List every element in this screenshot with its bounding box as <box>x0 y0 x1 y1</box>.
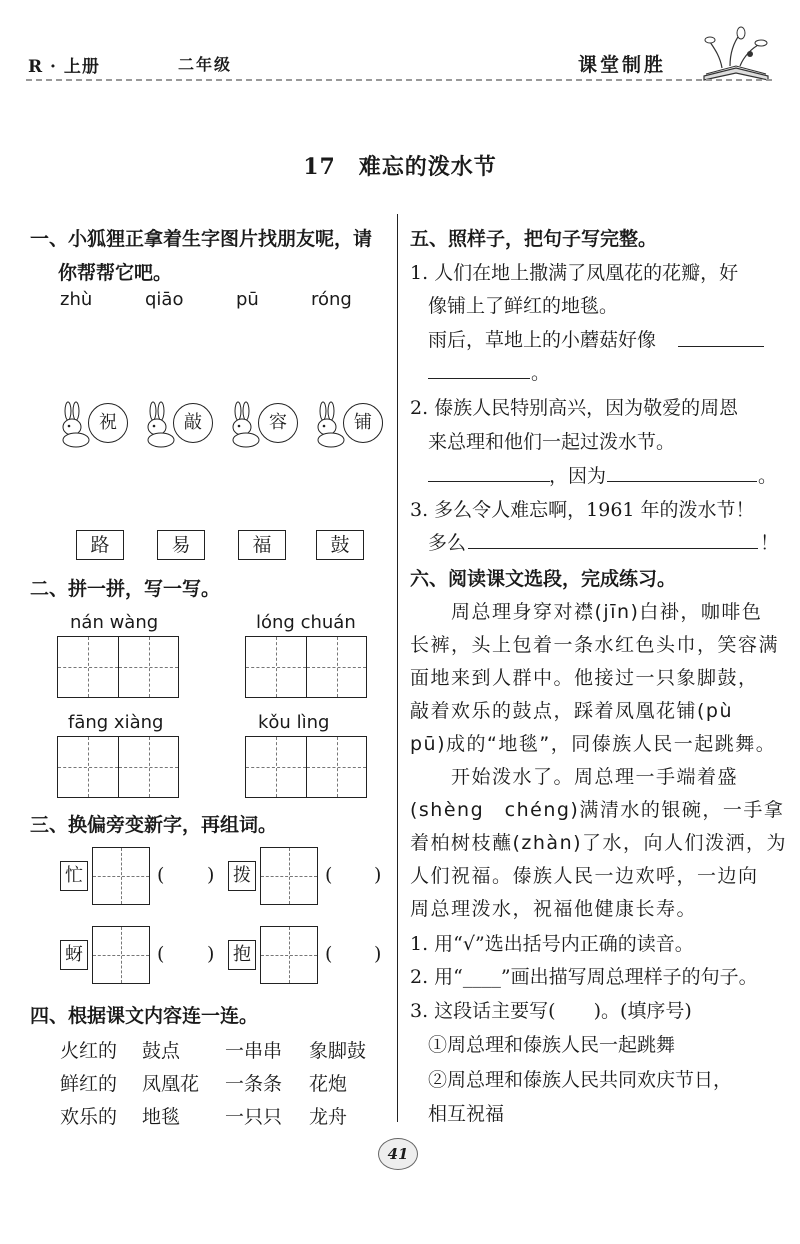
section1-heading-cont: 你帮帮它吧。 <box>58 262 173 284</box>
q3-end: ！ <box>760 532 780 554</box>
reading-question: 2. 用“____”画出描写周总理样子的句子。 <box>410 966 758 988</box>
section4-heading: 四、根据课文内容连一连。 <box>30 1005 259 1027</box>
match-item[interactable]: 鼓点 <box>142 1040 181 1062</box>
writing-grid[interactable] <box>245 736 367 798</box>
paren-open: ( <box>325 864 333 886</box>
answer-blank[interactable] <box>428 481 550 482</box>
passage-line: 着柏树枝蘸(zhàn)了水，向人们泼洒，为 <box>410 832 788 854</box>
answer-option-cont: 相互祝福 <box>428 1103 505 1125</box>
word-card[interactable]: 易 <box>157 530 205 560</box>
q3-text: 3. 多么令人难忘啊，1961 年的泼水节！ <box>410 499 755 521</box>
answer-option[interactable]: ①周总理和傣族人民一起跳舞 <box>428 1034 676 1056</box>
paren-close: ) <box>207 864 215 886</box>
rabbit-char: 铺 <box>343 403 383 443</box>
q1-end: 。 <box>531 362 551 384</box>
q2-text: 2. 傣族人民特别高兴，因为敬爱的周恩 <box>410 397 739 419</box>
rabbit-card[interactable] <box>226 401 300 449</box>
answer-blank[interactable] <box>468 548 758 549</box>
pinyin-item: pū <box>236 289 259 310</box>
grade-label: 二年级 <box>178 55 233 74</box>
q1-text: 1. 人们在地上撒满了凤凰花的花瓣，好 <box>410 262 739 284</box>
answer-blank[interactable] <box>607 481 757 482</box>
header-divider <box>26 79 772 81</box>
pinyin-item: zhù <box>60 289 93 310</box>
pinyin-label: kǒu lìng <box>258 712 330 733</box>
q1-text-cont: 像铺上了鲜红的地毯。 <box>428 295 619 317</box>
q1-prompt: 雨后，草地上的小蘑菇好像 <box>428 329 657 351</box>
passage-line: (shèng chéng)满清水的银碗，一手拿 <box>410 799 785 821</box>
section6-heading: 六、阅读课文选段，完成练习。 <box>410 568 677 590</box>
page-number: 41 <box>378 1138 418 1170</box>
answer-blank[interactable] <box>428 378 530 379</box>
q2-end: 。 <box>758 465 778 487</box>
rabbit-card[interactable] <box>311 401 385 449</box>
paren-open: ( <box>157 943 165 965</box>
pinyin-label: lóng chuán <box>256 612 356 633</box>
brand-label: 课堂制胜 <box>578 54 667 76</box>
rabbit-char: 敲 <box>173 403 213 443</box>
rabbit-card[interactable] <box>141 401 215 449</box>
pinyin-item: róng <box>311 289 352 310</box>
passage-line: 敲着欢乐的鼓点，踩着凤凰花铺(pù <box>410 700 734 722</box>
match-item[interactable]: 鲜红的 <box>60 1073 118 1095</box>
write-cell[interactable] <box>92 926 150 984</box>
rabbit-card[interactable] <box>56 401 130 449</box>
passage-line: 面地来到人群中。他接过一只象脚鼓， <box>410 667 759 689</box>
q3-prompt: 多么 <box>428 532 467 554</box>
q2-mid: ，因为 <box>549 465 607 487</box>
write-cell[interactable] <box>92 847 150 905</box>
paren-close: ) <box>374 943 382 965</box>
match-item[interactable]: 欢乐的 <box>60 1106 118 1128</box>
edition-label: R · 上册 <box>28 57 100 77</box>
match-item[interactable]: 地毯 <box>142 1106 181 1128</box>
match-item[interactable]: 龙舟 <box>309 1106 348 1128</box>
rabbit-char: 祝 <box>88 403 128 443</box>
section2-heading: 二、拼一拼，写一写。 <box>30 578 221 600</box>
reading-question: 3. 这段话主要写( )。(填序号) <box>410 1000 692 1022</box>
paren-close: ) <box>374 864 382 886</box>
word-card[interactable]: 福 <box>238 530 286 560</box>
reading-question: 1. 用“√”选出括号内正确的读音。 <box>410 933 694 955</box>
pinyin-item: qiāo <box>145 289 184 310</box>
write-cell[interactable] <box>260 847 318 905</box>
word-card[interactable]: 鼓 <box>316 530 364 560</box>
match-item[interactable]: 一条条 <box>225 1073 283 1095</box>
column-divider <box>397 214 398 1122</box>
radical-char: 忙 <box>60 861 88 891</box>
q2-text-cont: 来总理和他们一起过泼水节。 <box>428 431 676 453</box>
match-item[interactable]: 花炮 <box>309 1073 348 1095</box>
writing-grid[interactable] <box>57 636 179 698</box>
writing-grid[interactable] <box>245 636 367 698</box>
radical-char: 拨 <box>228 861 256 891</box>
paren-close: ) <box>207 943 215 965</box>
match-item[interactable]: 象脚鼓 <box>309 1040 367 1062</box>
passage-line: 人们祝福。傣族人民一边欢呼，一边向 <box>410 865 759 887</box>
section1-heading: 一、小狐狸正拿着生字图片找朋友呢，请 <box>30 228 373 250</box>
answer-option[interactable]: ②周总理和傣族人民共同欢庆节日， <box>428 1069 733 1091</box>
passage-line: 长裤，头上包着一条水红色头巾，笑容满 <box>410 634 780 656</box>
passage-line: 周总理泼水，祝福他健康长寿。 <box>410 898 698 920</box>
write-cell[interactable] <box>260 926 318 984</box>
rabbit-char: 容 <box>258 403 298 443</box>
writing-grid[interactable] <box>57 736 179 798</box>
passage-line: 周总理身穿对襟(jīn)白褂，咖啡色 <box>410 601 763 623</box>
section3-heading: 三、换偏旁变新字，再组词。 <box>30 814 278 836</box>
book-plant-icon <box>700 26 772 82</box>
pinyin-label: fāng xiàng <box>68 712 164 733</box>
page-title: 17 难忘的泼水节 <box>303 154 497 180</box>
word-card[interactable]: 路 <box>76 530 124 560</box>
paren-open: ( <box>157 864 165 886</box>
radical-char: 抱 <box>228 940 256 970</box>
passage-line: pū)成的“地毯”，同傣族人民一起跳舞。 <box>410 733 777 755</box>
pinyin-label: nán wàng <box>70 612 159 633</box>
answer-blank[interactable] <box>678 346 764 347</box>
passage-line: 开始泼水了。周总理一手端着盛 <box>410 766 739 788</box>
match-item[interactable]: 火红的 <box>60 1040 118 1062</box>
match-item[interactable]: 一串串 <box>225 1040 283 1062</box>
match-item[interactable]: 一只只 <box>225 1106 283 1128</box>
radical-char: 蚜 <box>60 940 88 970</box>
paren-open: ( <box>325 943 333 965</box>
section5-heading: 五、照样子，把句子写完整。 <box>410 228 658 250</box>
match-item[interactable]: 凤凰花 <box>142 1073 200 1095</box>
